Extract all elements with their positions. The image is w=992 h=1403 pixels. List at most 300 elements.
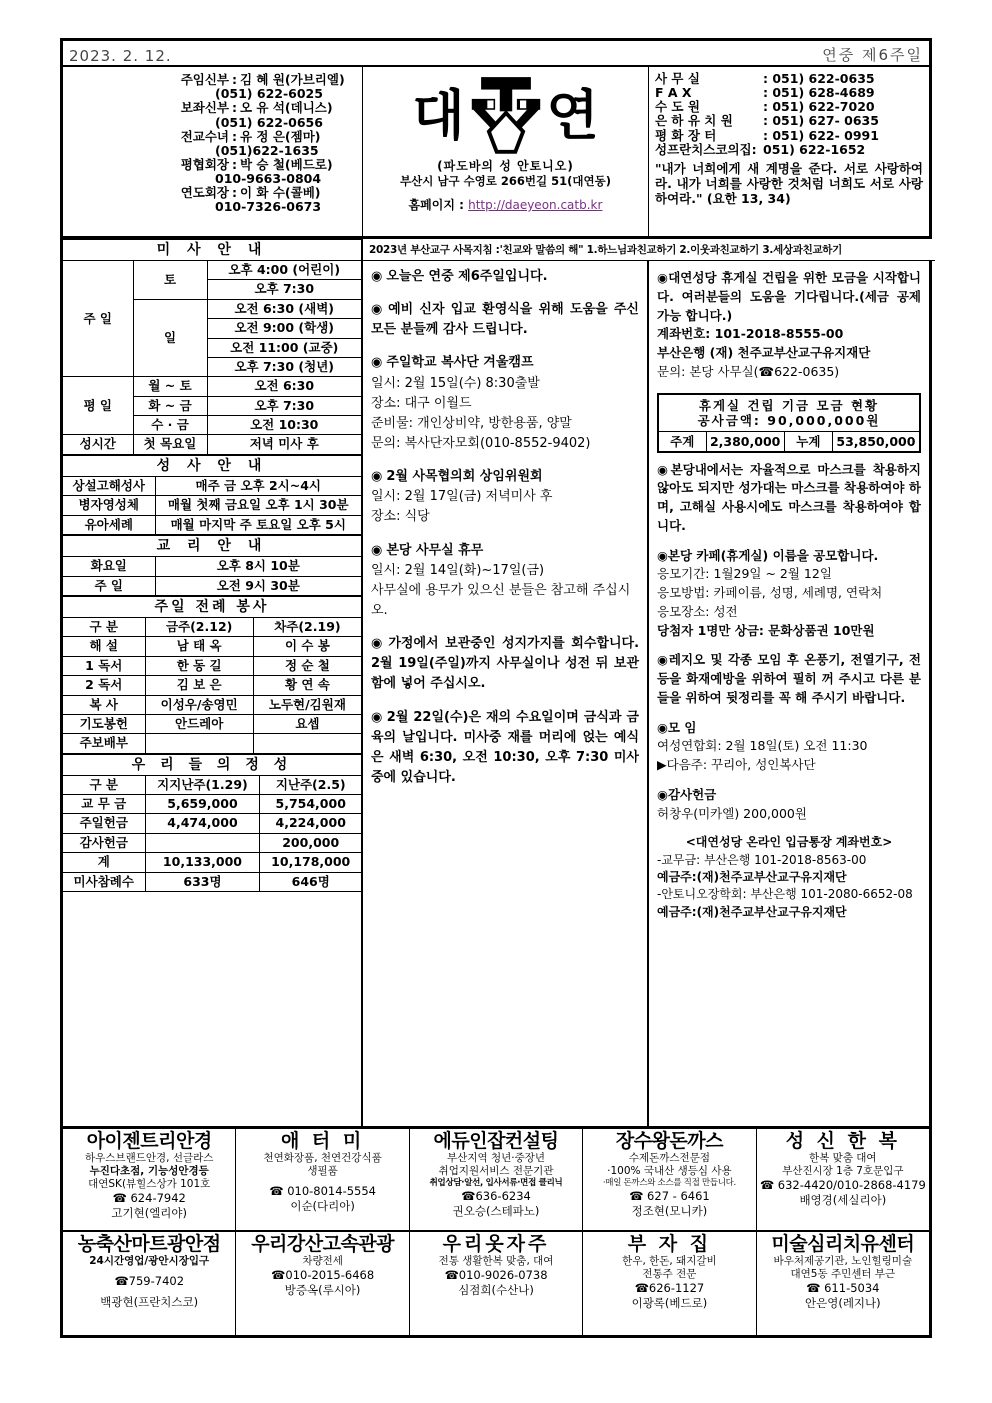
logo-char-right: 연 xyxy=(546,84,599,147)
notice-line: 문의: 복사단자모회(010-8552-9402) xyxy=(371,435,591,451)
offering-label: 계 xyxy=(63,853,145,872)
staff-row xyxy=(67,158,358,171)
mass-day: 화 ~ 금 xyxy=(133,396,207,415)
ad-business-name: 미술심리치유센터 xyxy=(771,1233,915,1255)
ad-phone: ☎626-1127 xyxy=(634,1281,705,1296)
ad-phone: ☎ 624-7942 xyxy=(112,1191,186,1206)
meetings-notice xyxy=(657,719,921,775)
next-week-server: 황 연 속 xyxy=(253,676,361,695)
notice-paragraph: ◉ 가정에서 보관중인 성지가지를 회수합니다. 2월 19일(주일)까지 사무실이나 성전 뒤 보관함에 넣어 주십시오. xyxy=(371,636,640,692)
notice-line: 준비물: 개인상비약, 방한용품, 양말 xyxy=(371,415,572,431)
table-row xyxy=(63,576,361,595)
notice-line: ▶다음주: 꾸리아, 성인복사단 xyxy=(657,757,816,772)
table-row xyxy=(63,637,361,656)
offering-label: 미사참례수 xyxy=(63,872,145,891)
ad-business-name: 에듀인잡컨설팅 xyxy=(433,1130,559,1152)
fund-status-table xyxy=(657,393,921,453)
role-label: 복 사 xyxy=(63,695,145,714)
scripture-quote: "내가 너희에게 새 계명을 준다. 서로 사랑하여라. 내가 너희를 사랑한 것처럼 너희도 서로 사랑하여라." (요한 13, 34) xyxy=(655,160,923,206)
cafe-naming-contest-notice xyxy=(657,547,921,641)
mass-time: 오전 6:30 (새벽) xyxy=(207,299,361,318)
contact-row xyxy=(655,143,925,157)
ad-business-name: 애 터 미 xyxy=(280,1130,365,1152)
table-row xyxy=(63,656,361,675)
mass-time: 오후 4:00 (어린이) xyxy=(207,261,361,280)
homepage-label: 홈페이지 : xyxy=(408,197,464,212)
bulletin-frame xyxy=(60,38,932,1338)
table-row xyxy=(63,853,361,872)
offering-prev1: 10,178,000 xyxy=(260,853,361,872)
online-accounts-block xyxy=(657,834,921,921)
mass-day: 토 xyxy=(133,261,207,300)
ad-business-name: 장수왕돈까스 xyxy=(615,1130,723,1152)
notice-paragraph: ◉레지오 및 각종 모임 후 온풍기, 전열기구, 전등을 화재예방을 위하여 필히 꺼 주시고 다른 분들을 위하여 뒷정리를 꼭 해 주시기 바랍니다. xyxy=(657,652,921,705)
staff-phone: 010-7326-0673 xyxy=(215,199,322,215)
column-header: 지지난주(1.29) xyxy=(145,775,260,794)
bulletin-date: 2023. 2. 12. xyxy=(69,47,172,65)
role-label: 주보배부 xyxy=(63,734,145,753)
mask-policy-notice xyxy=(657,461,921,536)
ad-card[interactable] xyxy=(236,1232,409,1335)
thanksgiving-offering-notice xyxy=(657,786,921,824)
colon: : xyxy=(232,156,237,172)
next-week-server: 이 수 봉 xyxy=(253,637,361,656)
ad-card[interactable] xyxy=(410,1232,583,1335)
week-value: 2,380,000 xyxy=(706,431,784,452)
contact-row xyxy=(655,129,925,143)
mass-time: 오전 11:00 (교중) xyxy=(207,338,361,357)
catechism-guide-title: 교 리 안 내 xyxy=(63,536,361,557)
mass-time: 오후 7:30 (청년) xyxy=(207,357,361,376)
contact-label: 사 무 실 xyxy=(655,71,700,86)
role-label: 1 독서 xyxy=(63,656,145,675)
bullet-icon: ◉ xyxy=(371,269,383,284)
notice-line: 일시: 2월 15일(수) 8:30출발 xyxy=(371,375,540,391)
ad-contact-person: 고기현(엘리야) xyxy=(111,1206,188,1221)
catechism-value: 오후 8시 10분 xyxy=(155,557,361,576)
account-holder-2: 예금주:(재)천주교부산교구유지재단 xyxy=(657,904,847,919)
notice-item xyxy=(371,467,639,527)
notice-line: 일시: 2월 17일(금) 저녁미사 후 xyxy=(371,489,553,505)
staff-row xyxy=(67,130,358,143)
ad-contact-person: 안은영(레지나) xyxy=(805,1296,881,1311)
advertisement-section xyxy=(63,1129,929,1335)
ad-desc: 생필품 xyxy=(307,1165,338,1178)
mass-time: 오후 7:30 xyxy=(207,280,361,299)
bullet-icon: ◉ xyxy=(371,542,383,558)
table-row xyxy=(63,515,361,534)
ad-phone: ☎636-6234 xyxy=(461,1188,531,1203)
catechism-label: 화요일 xyxy=(63,557,155,576)
contact-row xyxy=(655,100,925,114)
contact-label: 수 도 원 xyxy=(655,99,700,115)
mass-time: 오후 7:30 xyxy=(207,396,361,415)
ad-desc: ·100% 국내산 생등심 사용 xyxy=(607,1165,732,1178)
staff-phone: (051)622-1635 xyxy=(215,142,319,158)
bulletin-header xyxy=(63,67,929,239)
week-label: 주계 xyxy=(658,431,706,452)
notice-line: 사무실에 용무가 있으신 분들은 참고해 주십시오. xyxy=(371,582,631,618)
parish-contacts xyxy=(649,67,929,236)
notice-item xyxy=(371,300,639,340)
offerings-title: 우 리 들 의 정 성 xyxy=(63,754,361,775)
this-week-server: 이성우/송영민 xyxy=(145,695,253,714)
ad-desc: 전통주 전문 xyxy=(642,1268,697,1281)
ad-phone: ☎010-2015-6468 xyxy=(271,1268,375,1283)
table-row xyxy=(63,714,361,733)
ad-desc-fine: 취업상담·알선, 입사서류·면접 클리닉 xyxy=(429,1178,563,1189)
ad-phone: ☎ 632-4420/010-2868-4179 xyxy=(759,1178,926,1193)
table-row xyxy=(63,377,361,396)
staff-phone: (051) 622-0656 xyxy=(215,114,323,130)
offering-prev1: 5,754,000 xyxy=(260,795,361,814)
offerings-table xyxy=(63,754,361,892)
ad-desc: 전통 생활한복 맞춤, 대여 xyxy=(438,1254,554,1267)
sacrament-label: 유아세례 xyxy=(63,515,155,534)
ad-card[interactable] xyxy=(236,1129,409,1230)
parish-staff-list xyxy=(63,67,363,236)
table-row xyxy=(63,676,361,695)
offering-prev1: 200,000 xyxy=(260,833,361,852)
notice-paragraph: ◉대연성당 휴게실 건립을 위한 모금을 시작합니다. 여러분들의 도움을 기다립니다.(세금 공제 가능 합니다.) xyxy=(657,270,921,323)
offering-label: 주일헌금 xyxy=(63,814,145,833)
column-header: 구 분 xyxy=(63,775,145,794)
ad-desc: 수제돈까스전문점 xyxy=(628,1151,710,1164)
schedule-column xyxy=(63,239,363,1126)
ad-business-name: 아이젠트리안경 xyxy=(86,1130,212,1152)
ad-contact-person: 이순(다리아) xyxy=(290,1199,355,1214)
mass-group: 성시간 xyxy=(63,435,133,454)
notice-item xyxy=(371,541,639,622)
inquiry-line: 문의: 본당 사무실(☎622-0635) xyxy=(657,363,840,379)
total-label: 누계 xyxy=(784,431,832,452)
staff-role: 보좌신부 xyxy=(180,100,229,116)
contact-row xyxy=(655,114,925,128)
offering-label: 교 무 금 xyxy=(63,795,145,814)
offering-prev2: 4,474,000 xyxy=(145,814,260,833)
cross-emblem-icon xyxy=(467,74,545,158)
ad-phone: ☎ 010-8014-5554 xyxy=(269,1184,376,1199)
column-header: 차주(2.19) xyxy=(253,618,361,637)
account-line-2: -안토니오장학회: 부산은행 101-2080-6652-08 xyxy=(657,887,913,902)
notice-paragraph: ◉본당내에서는 자율적으로 마스크를 착용하지 않아도 되지만 성가대는 마스크를 착용하여야 하며, 고해실 사용시에도 마스크를 착용하여야 합니다. xyxy=(657,461,921,533)
bullet-icon: ◉ xyxy=(371,355,383,371)
staff-row xyxy=(67,73,358,86)
logo-char-left: 대 xyxy=(412,84,465,147)
sacrament-value: 매주 금 오후 2시~4시 xyxy=(155,476,361,495)
table-row xyxy=(63,261,361,280)
sacrament-label: 병자영성체 xyxy=(63,496,155,515)
mass-guide-title: 미 사 안 내 xyxy=(63,240,361,261)
staff-role: 연도회장 xyxy=(180,185,229,200)
table-row xyxy=(63,833,361,852)
colon: : xyxy=(232,72,237,87)
staff-name: 이 화 수(콜베) xyxy=(240,185,321,200)
ad-desc: 대연SK(뷰힐스상가 101호 xyxy=(88,1178,211,1191)
notice-item xyxy=(371,634,639,694)
colon: : xyxy=(232,100,237,116)
this-week-server: 안드레아 xyxy=(145,714,253,733)
column-header: 지난주(2.5) xyxy=(260,775,361,794)
parish-patron: (파도바의 성 안토니오) xyxy=(437,159,574,173)
top-bar xyxy=(63,41,929,67)
catechism-label: 주 일 xyxy=(63,576,155,595)
bullet-icon: ◉ xyxy=(371,469,383,485)
ad-contact-person: 이광록(베드로) xyxy=(631,1296,708,1311)
notice-line: 허창우(미카엘) 200,000원 xyxy=(657,805,807,821)
notice-item xyxy=(371,353,639,454)
notice-paragraph: ◉ 2월 22일(수)은 재의 수요일이며 금식과 금육의 날입니다. 미사중 재를 머리에 얹는 예식은 새벽 6:30, 오전 10:30, 오후 7:30 미사중에 있습니다. xyxy=(371,709,639,785)
ad-business-name: 우리옷자주 xyxy=(442,1233,550,1255)
notice-line: 장소: 식당 xyxy=(371,509,430,525)
ad-desc: 취업지원서비스 전문기관 xyxy=(438,1165,554,1178)
notice-item xyxy=(371,267,639,287)
ad-desc: 바우처제공기관, 노인힐링미술 xyxy=(773,1254,913,1267)
accounts-title: <대연성당 온라인 입금통장 계좌번호> xyxy=(685,835,893,850)
bullet-icon: ◉ xyxy=(371,302,385,318)
role-label: 2 독서 xyxy=(63,676,145,695)
ad-phone: ☎010-9026-0738 xyxy=(444,1268,548,1283)
bullet-icon: ◉ xyxy=(657,270,669,285)
liturgical-season: 연중 제6주일 xyxy=(822,46,923,64)
ad-desc: 부산진시장 1층 7호문입구 xyxy=(782,1165,904,1178)
contact-number: : 051) 627- 0635 xyxy=(763,113,879,129)
bullet-icon: ◉ xyxy=(657,547,668,563)
staff-row xyxy=(67,186,358,199)
staff-role: 전교수녀 xyxy=(180,128,229,144)
table-row xyxy=(63,435,361,454)
offering-prev2 xyxy=(145,833,260,852)
offering-prev2: 10,133,000 xyxy=(145,853,260,872)
notice-head: ◉ 주일학교 복사단 겨울캠프 xyxy=(371,355,534,371)
bullet-icon: ◉ xyxy=(371,636,385,652)
this-week-server: 한 동 길 xyxy=(145,656,253,675)
this-week-server: 김 보 은 xyxy=(145,676,253,695)
mass-time: 오전 6:30 xyxy=(207,377,361,396)
contact-number: : 051) 622- 0991 xyxy=(763,127,879,143)
parish-address: 부산시 남구 수영로 266번길 51(대연동) xyxy=(400,174,611,188)
this-week-server xyxy=(145,734,253,753)
offering-prev2: 5,659,000 xyxy=(145,795,260,814)
sacrament-guide-table xyxy=(63,455,361,535)
next-week-server: 정 순 철 xyxy=(253,656,361,675)
notice-line: 응모방법: 카페이름, 성명, 세례명, 연락처 xyxy=(657,585,883,600)
column-header: 금주(2.12) xyxy=(145,618,253,637)
catechism-value: 오전 9시 30분 xyxy=(155,576,361,595)
ad-contact-person: 백광현(프란치스코) xyxy=(100,1295,199,1309)
ad-desc: 부산지역 청년·중장년 xyxy=(447,1151,545,1164)
ad-contact-person: 정조현(모니카) xyxy=(631,1203,708,1218)
total-value: 53,850,000 xyxy=(832,431,920,452)
ad-desc-fine: ·매일 돈까스와 소스를 직접 만듭니다. xyxy=(602,1178,736,1189)
table-header-row xyxy=(63,775,361,794)
contact-label: 은 하 유 치 원 xyxy=(655,113,733,129)
mass-day: 일 xyxy=(133,299,207,377)
offering-prev2: 633명 xyxy=(145,872,260,891)
notice-head: ◉ 2월 사목협의회 상임위원회 xyxy=(371,469,543,485)
notice-list xyxy=(363,261,647,801)
ad-card[interactable] xyxy=(757,1232,929,1335)
notice-head: ◉ 오늘은 연중 제6주일입니다. xyxy=(371,269,548,284)
liturgy-service-table xyxy=(63,596,361,754)
offering-label: 감사헌금 xyxy=(63,833,145,852)
ad-row-top xyxy=(63,1129,929,1232)
notice-paragraph: ◉ 예비 신자 입교 환영식을 위해 도움을 주신 모든 분들께 감사 드립니다. xyxy=(371,302,639,338)
ad-desc: 대연5동 주민센터 부근 xyxy=(790,1268,896,1281)
sacrament-value: 매월 마지막 주 토요일 오후 5시 xyxy=(155,515,361,534)
ad-desc: 차량전세 xyxy=(302,1254,343,1267)
staff-name: 박 승 철(베드로) xyxy=(240,156,333,172)
staff-name: 유 정 은(젬마) xyxy=(240,128,321,144)
mass-day: 첫 목요일 xyxy=(133,435,207,454)
ad-contact-person: 배영경(세실리아) xyxy=(799,1193,887,1208)
fundraising-notice xyxy=(657,269,921,382)
ad-card[interactable] xyxy=(583,1129,756,1230)
staff-row xyxy=(67,101,358,114)
contact-number: 051) 622-1652 xyxy=(763,141,866,157)
homepage-line xyxy=(363,196,648,213)
staff-name: 김 혜 원(가브리엘) xyxy=(240,72,345,87)
ad-business-name: 성 신 한 복 xyxy=(785,1130,900,1152)
mass-group: 평 일 xyxy=(63,377,133,435)
notice-line: 응모기간: 1월29일 ~ 2월 12일 xyxy=(657,566,832,582)
account-line-1: -교무금: 부산은행 101-2018-8563-00 xyxy=(657,852,867,867)
ad-card[interactable] xyxy=(410,1129,583,1230)
ad-contact-person: 권오승(스테파노) xyxy=(452,1203,540,1218)
sacrament-guide-title: 성 사 안 내 xyxy=(63,455,361,476)
sacrament-label: 상설고해성사 xyxy=(63,476,155,495)
role-label: 기도봉헌 xyxy=(63,714,145,733)
bullet-icon: ◉ xyxy=(371,709,383,725)
liturgy-service-title: 주일 전례 봉사 xyxy=(63,596,361,617)
next-week-server xyxy=(253,734,361,753)
staff-phone: (051) 622-6025 xyxy=(215,86,323,102)
notice-line: 장소: 대구 이월드 xyxy=(371,395,472,411)
colon: : xyxy=(232,128,237,144)
role-label: 해 설 xyxy=(63,637,145,656)
ad-desc: 누진다초점, 기능성안경등 xyxy=(89,1165,209,1178)
staff-role: 평협회장 xyxy=(180,156,229,172)
notice-line: 응모장소: 성전 xyxy=(657,603,738,619)
contact-label: 성프란치스코의집: xyxy=(655,141,757,157)
contact-label: 평 화 장 터 xyxy=(655,127,717,143)
table-row xyxy=(63,476,361,495)
bullet-icon: ◉ xyxy=(657,719,668,735)
next-week-server: 요셉 xyxy=(253,714,361,733)
fire-safety-notice xyxy=(657,651,921,707)
ad-card[interactable] xyxy=(63,1232,236,1335)
contact-label: F A X xyxy=(655,85,692,101)
next-week-server: 노두현/김원재 xyxy=(253,695,361,714)
staff-name: 오 유 석(데니스) xyxy=(240,100,333,116)
offering-prev1: 4,224,000 xyxy=(260,814,361,833)
ad-business-name: 우리강산고속관광 xyxy=(251,1233,395,1255)
ad-desc: 한복 맞춤 대여 xyxy=(809,1151,877,1164)
column-header: 구 분 xyxy=(63,618,145,637)
contact-number: : 051) 622-0635 xyxy=(763,71,875,86)
ad-desc: 한우, 한돈, 돼지갈비 xyxy=(622,1254,717,1267)
this-week-server: 남 태 옥 xyxy=(145,637,253,656)
table-row xyxy=(63,872,361,891)
ad-desc: 하우스브랜드안경, 선글라스 xyxy=(85,1151,214,1164)
ad-contact-person: 방증옥(루시아) xyxy=(284,1283,361,1297)
right-notice-list xyxy=(649,263,929,921)
notice-head: ◉모 임 xyxy=(657,719,697,735)
table-row xyxy=(63,496,361,515)
ad-phone: ☎ 611-5034 xyxy=(806,1281,880,1296)
table-row xyxy=(658,431,920,452)
notice-line: 여성연합회: 2월 18일(토) 오전 11:30 xyxy=(657,738,868,754)
bullet-icon: ◉ xyxy=(657,461,671,477)
ad-row-bottom xyxy=(63,1232,929,1335)
mass-time: 저녁 미사 후 xyxy=(207,435,361,454)
bullet-icon: ◉ xyxy=(657,652,669,668)
colon: : xyxy=(232,185,237,200)
bulletin-body xyxy=(63,239,929,1129)
ad-card[interactable] xyxy=(63,1129,236,1230)
contact-row xyxy=(655,86,925,100)
table-row xyxy=(63,734,361,753)
bank-line: 부산은행 (재) 천주교부산교구유지재단 xyxy=(657,345,871,360)
offering-prev1: 646명 xyxy=(260,872,361,891)
notice-line: 일시: 2월 14일(화)~17일(금) xyxy=(371,562,545,578)
ad-phone: ☎ 627 - 6461 xyxy=(629,1188,710,1203)
table-row xyxy=(63,814,361,833)
contact-row xyxy=(655,72,925,86)
table-row xyxy=(63,695,361,714)
notice-head: ◉본당 카페(휴게실) 이름을 공모합니다. xyxy=(657,547,879,563)
ad-contact-person: 심점희(수산나) xyxy=(458,1283,534,1297)
ad-business-name: 부 자 집 xyxy=(627,1233,712,1255)
account-holder-1: 예금주:(재)천주교부산교구유지재단 xyxy=(657,870,847,885)
ad-desc: 천연화장품, 천연건강식품 xyxy=(263,1151,382,1164)
mass-guide-table xyxy=(63,239,361,455)
notice-item xyxy=(371,708,639,789)
prize-line: 당첨자 1명만 상금: 문화상품권 10만원 xyxy=(657,622,875,638)
staff-phone: 010-9663-0804 xyxy=(215,171,322,186)
sacrament-value: 매월 첫째 금요일 오후 1시 30분 xyxy=(155,496,361,515)
table-header-row xyxy=(63,618,361,637)
contact-number: : 051) 628-4689 xyxy=(763,85,875,101)
mass-time: 오전 9:00 (학생) xyxy=(207,319,361,338)
ad-card[interactable] xyxy=(757,1129,929,1230)
table-row xyxy=(63,795,361,814)
parish-masthead xyxy=(363,67,649,236)
ad-business-name: 농축산마트광안점 xyxy=(77,1233,221,1255)
ad-desc: 24시간영업/광안시장입구 xyxy=(89,1254,210,1267)
parish-news-column xyxy=(649,239,929,1126)
mass-day: 수 · 금 xyxy=(133,416,207,435)
ad-card[interactable] xyxy=(583,1232,756,1335)
notice-head: ◉감사헌금 xyxy=(657,786,717,802)
homepage-url[interactable]: http://daeyeon.catb.kr xyxy=(468,197,603,212)
ad-phone: ☎759-7402 xyxy=(114,1274,185,1289)
catechism-guide-table xyxy=(63,535,361,596)
mass-day: 월 ~ 토 xyxy=(133,377,207,396)
bullet-icon: ◉ xyxy=(657,786,668,802)
staff-role: 주임신부 xyxy=(180,72,229,87)
fund-table-subtitle: 공사금액: 90,000,000원 xyxy=(697,412,881,428)
mass-group: 주 일 xyxy=(63,261,133,377)
fund-table-title: 휴게실 건립 기금 모금 현황 공사금액: 90,000,000원 xyxy=(658,394,920,432)
account-number-line: 계좌번호: 101-2018-8555-00 xyxy=(657,326,844,342)
pastoral-guideline-banner: 2023년 부산교구 사목지침 :'친교와 말씀의 해" 1.하느님과친교하기 2.이웃과친교하기 3.세상과친교하기 xyxy=(363,239,935,261)
parish-logo xyxy=(363,73,648,159)
contact-number: : 051) 622-7020 xyxy=(763,99,875,115)
table-row xyxy=(63,557,361,576)
mass-time: 오전 10:30 xyxy=(207,416,361,435)
notice-head: ◉ 본당 사무실 휴무 xyxy=(371,542,484,558)
